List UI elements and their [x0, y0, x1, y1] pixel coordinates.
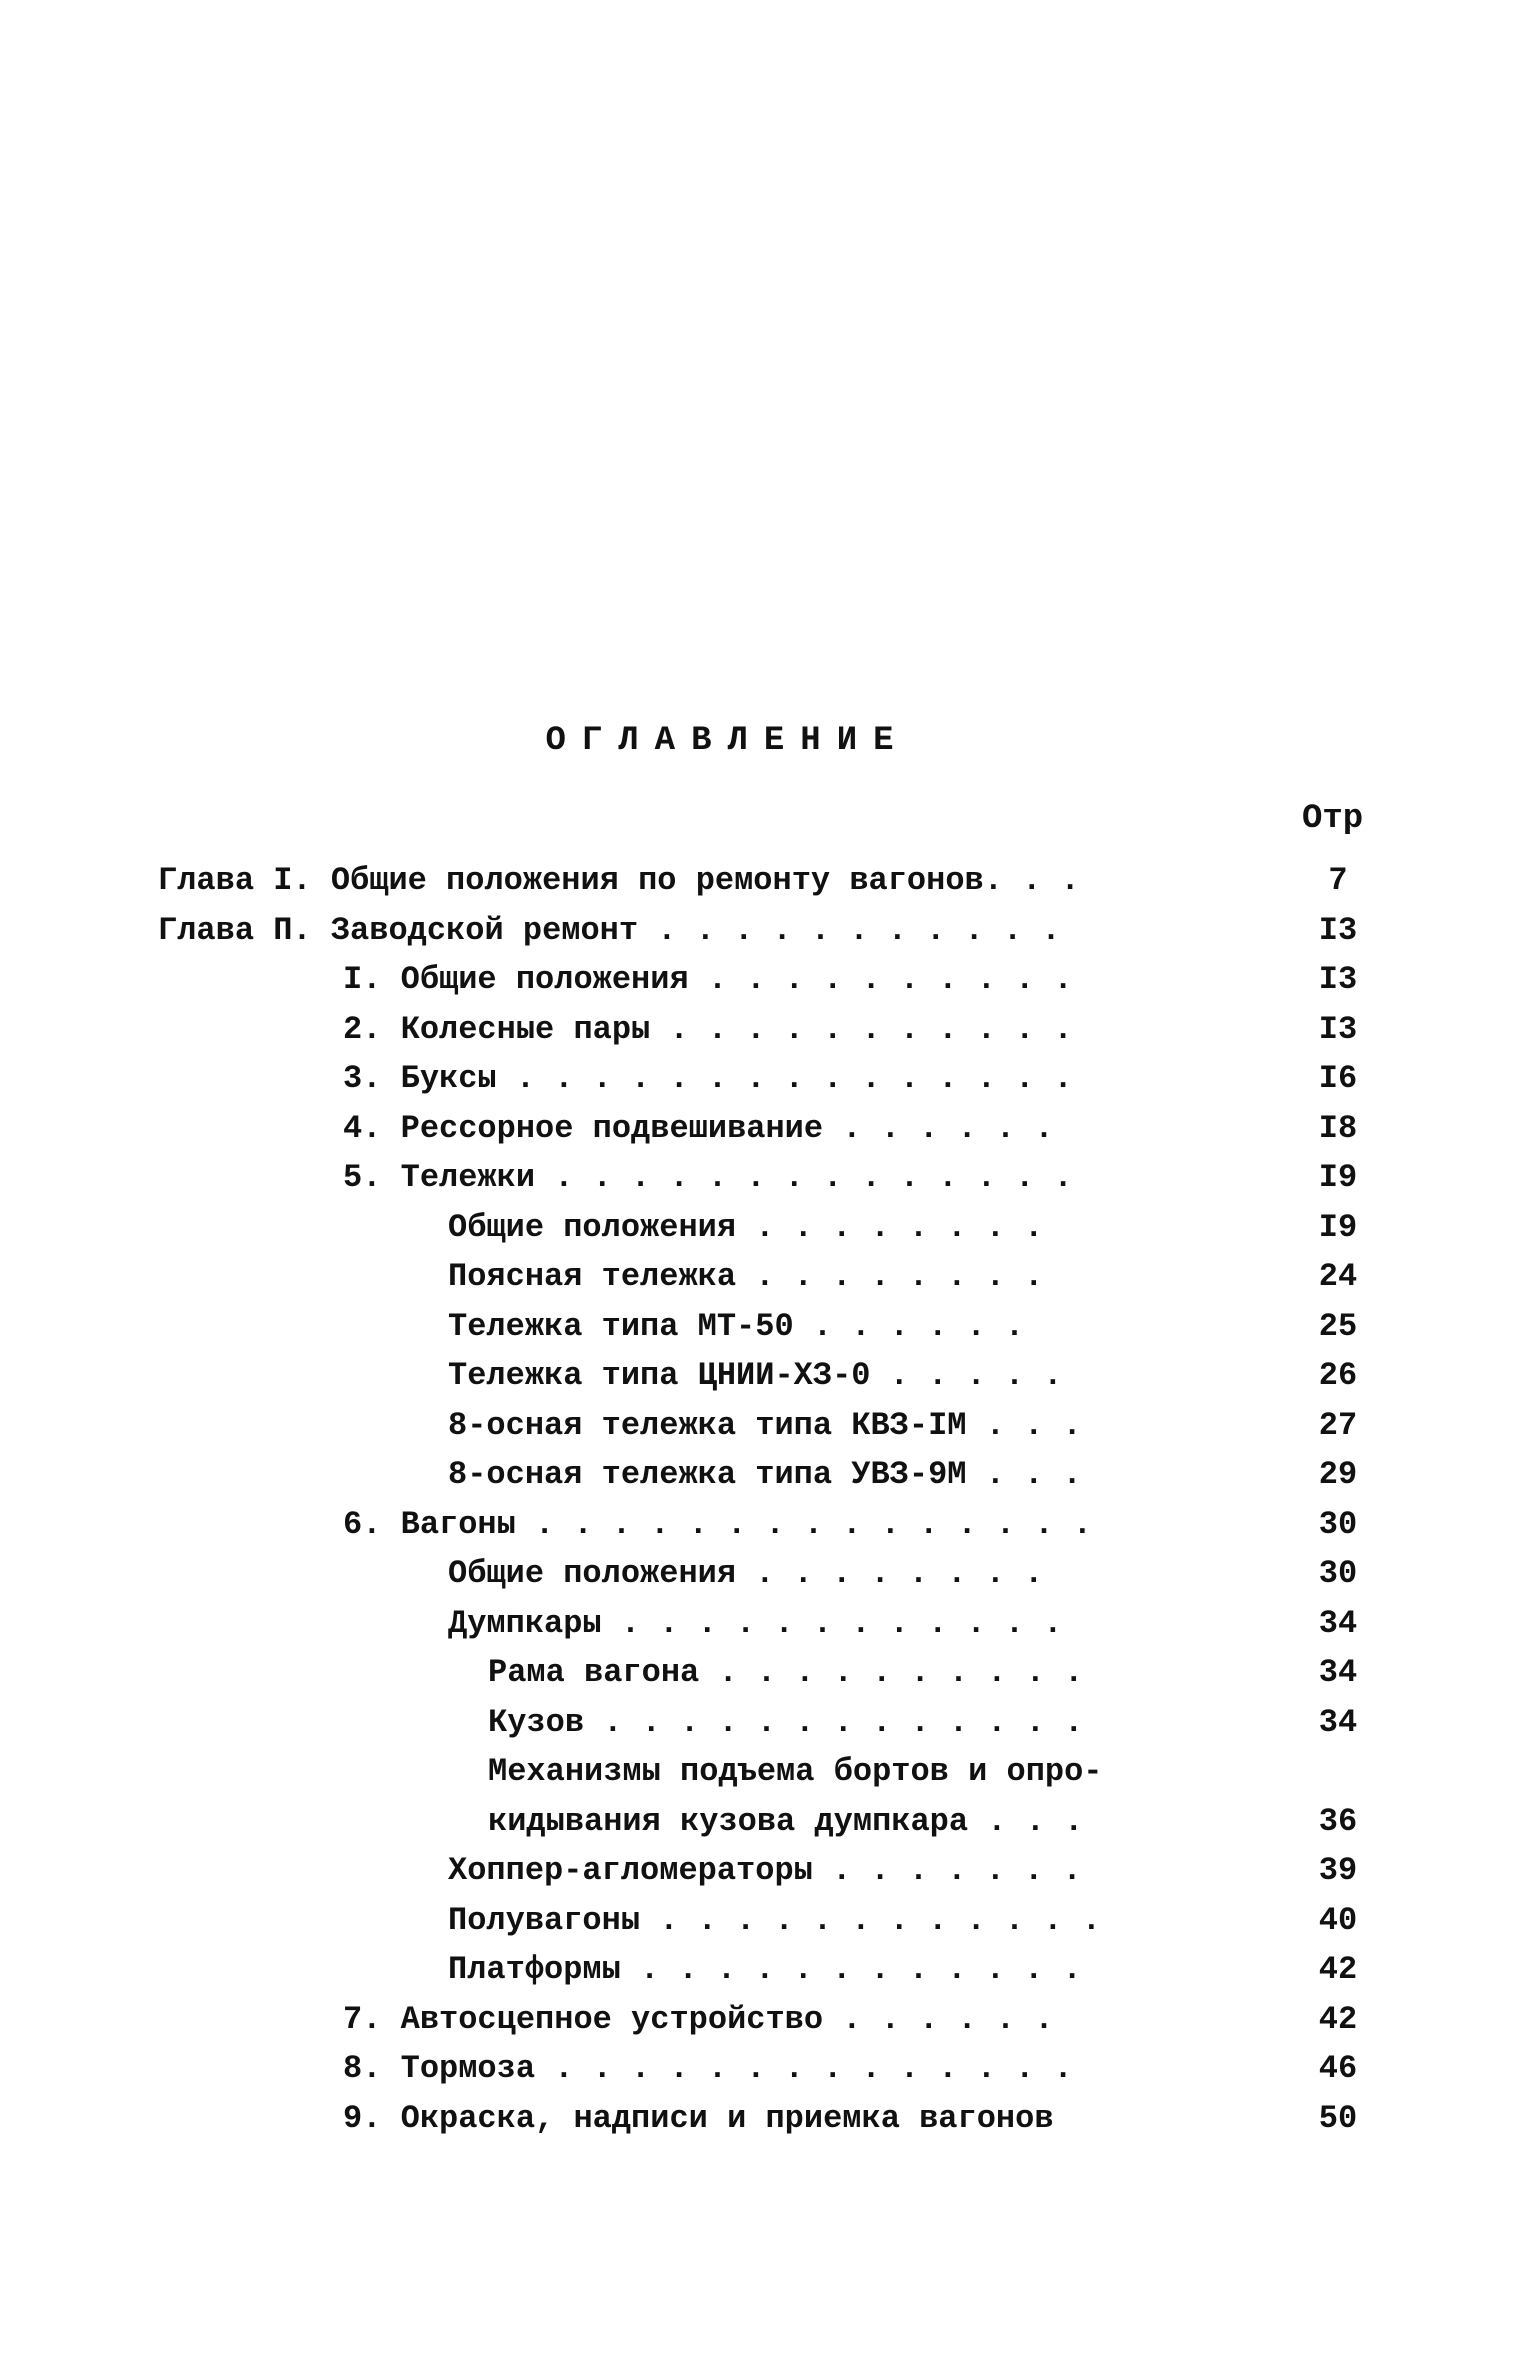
toc-entry-text: Полувагоны . . . . . . . . . . . .	[448, 1901, 1101, 1939]
toc-entry	[158, 961, 1378, 1011]
toc-entry-text: кидывания кузова думпкара . . .	[488, 1802, 1084, 1840]
toc-entry-text: 9. Окраска, надписи и приемка вагонов	[343, 2099, 1054, 2137]
toc-entry	[158, 1555, 1378, 1605]
toc-entry	[158, 1258, 1378, 1308]
toc-entry	[158, 1060, 1378, 1110]
toc-entry	[158, 2050, 1378, 2100]
toc-entry-page: 46	[1318, 2050, 1358, 2087]
toc-entry-text: Хоппер-агломераторы . . . . . . .	[448, 1852, 1082, 1889]
toc-entry-page: 50	[1318, 2099, 1358, 2137]
toc-entry-page: 39	[1318, 1852, 1358, 1889]
toc-entry-text: Общие положения . . . . . . . .	[448, 1555, 1044, 1592]
toc-entry	[158, 912, 1378, 962]
toc-entry-page: 26	[1318, 1357, 1358, 1394]
toc-entry	[158, 1407, 1378, 1457]
toc-entry-page: I3	[1318, 961, 1358, 998]
toc-entry	[158, 1605, 1378, 1655]
toc-entry	[158, 1506, 1378, 1556]
toc-entry-text: 3. Буксы . . . . . . . . . . . . . . .	[343, 1060, 1073, 1097]
toc-entry	[158, 1308, 1378, 1358]
toc-entry-page: 25	[1318, 1307, 1358, 1345]
toc-entry-text: 6. Вагоны . . . . . . . . . . . . . . .	[343, 1505, 1092, 1543]
toc-entry	[158, 1209, 1378, 1259]
toc-entry-text: 7. Автосцепное устройство . . . . . .	[343, 2000, 1054, 2038]
toc-entry	[158, 1357, 1378, 1407]
toc-entry-text: 4. Рессорное подвешивание . . . . . .	[343, 1109, 1054, 1147]
toc-entry	[158, 1803, 1378, 1853]
toc-entry-page: 24	[1318, 1258, 1358, 1295]
toc-entry-text: Механизмы подъема бортов и опро-	[488, 1753, 1103, 1790]
toc-entry-page: I6	[1318, 1060, 1358, 1097]
toc-entry-page: 42	[1318, 1951, 1358, 1988]
toc-entry	[158, 2001, 1378, 2051]
toc-entry-text: 8. Тормоза . . . . . . . . . . . . . .	[343, 2050, 1073, 2087]
toc-entry-text: Тележка типа МТ-50 . . . . . .	[448, 1307, 1025, 1345]
page-title: ОГЛАВЛЕНИЕ	[545, 722, 910, 760]
table-of-contents	[158, 862, 1378, 2149]
toc-entry-page: 42	[1318, 2000, 1358, 2038]
page-column-header: Отр	[1302, 800, 1364, 838]
toc-entry-page: 40	[1318, 1901, 1358, 1939]
toc-entry-text: Кузов . . . . . . . . . . . . .	[488, 1703, 1084, 1741]
toc-entry	[158, 1110, 1378, 1160]
toc-entry-text: Поясная тележка . . . . . . . .	[448, 1258, 1044, 1295]
toc-entry-text: Глава I. Общие положения по ремонту вагонов. . .	[158, 862, 1080, 899]
toc-entry-page: I9	[1318, 1159, 1358, 1196]
toc-entry-page: I3	[1318, 1010, 1358, 1048]
toc-entry-text: Общие положения . . . . . . . .	[448, 1208, 1044, 1246]
toc-entry-text: 2. Колесные пары . . . . . . . . . . .	[343, 1010, 1073, 1048]
toc-entry	[158, 1654, 1378, 1704]
toc-entry-page: 34	[1318, 1604, 1358, 1642]
toc-entry-page: 34	[1318, 1654, 1358, 1691]
toc-entry-text: I. Общие положения . . . . . . . . . .	[343, 961, 1073, 998]
toc-entry-text: Думпкары . . . . . . . . . . . .	[448, 1604, 1063, 1642]
toc-entry-page: 30	[1318, 1505, 1358, 1543]
toc-entry-page: I8	[1318, 1109, 1358, 1147]
toc-entry-page: 30	[1318, 1555, 1358, 1592]
toc-entry-text: 8-осная тележка типа КВЗ-IМ . . .	[448, 1406, 1082, 1444]
toc-entry	[158, 862, 1378, 912]
toc-entry	[158, 1704, 1378, 1754]
toc-entry-page: 27	[1318, 1406, 1358, 1444]
toc-entry-text: Рама вагона . . . . . . . . . .	[488, 1654, 1084, 1691]
toc-entry	[158, 1852, 1378, 1902]
toc-entry-page: 34	[1318, 1703, 1358, 1741]
toc-entry	[158, 1456, 1378, 1506]
toc-entry	[158, 1951, 1378, 2001]
toc-entry-text: Тележка типа ЦНИИ-ХЗ-0 . . . . .	[448, 1357, 1063, 1394]
toc-entry-page: 36	[1318, 1802, 1358, 1840]
toc-entry-page: 29	[1318, 1456, 1358, 1493]
toc-entry-page: I3	[1318, 911, 1358, 949]
toc-entry-text: 8-осная тележка типа УВЗ-9М . . .	[448, 1456, 1082, 1493]
toc-entry	[158, 1011, 1378, 1061]
toc-entry-text: Платформы . . . . . . . . . . . .	[448, 1951, 1082, 1988]
toc-entry-page: 7	[1328, 862, 1348, 899]
toc-entry-text: Глава П. Заводской ремонт . . . . . . . . . . .	[158, 911, 1061, 949]
toc-entry	[158, 1753, 1378, 1803]
toc-entry	[158, 1159, 1378, 1209]
toc-entry-text: 5. Тележки . . . . . . . . . . . . . .	[343, 1159, 1073, 1196]
toc-entry	[158, 2100, 1378, 2150]
toc-entry	[158, 1902, 1378, 1952]
toc-entry-page: I9	[1318, 1208, 1358, 1246]
